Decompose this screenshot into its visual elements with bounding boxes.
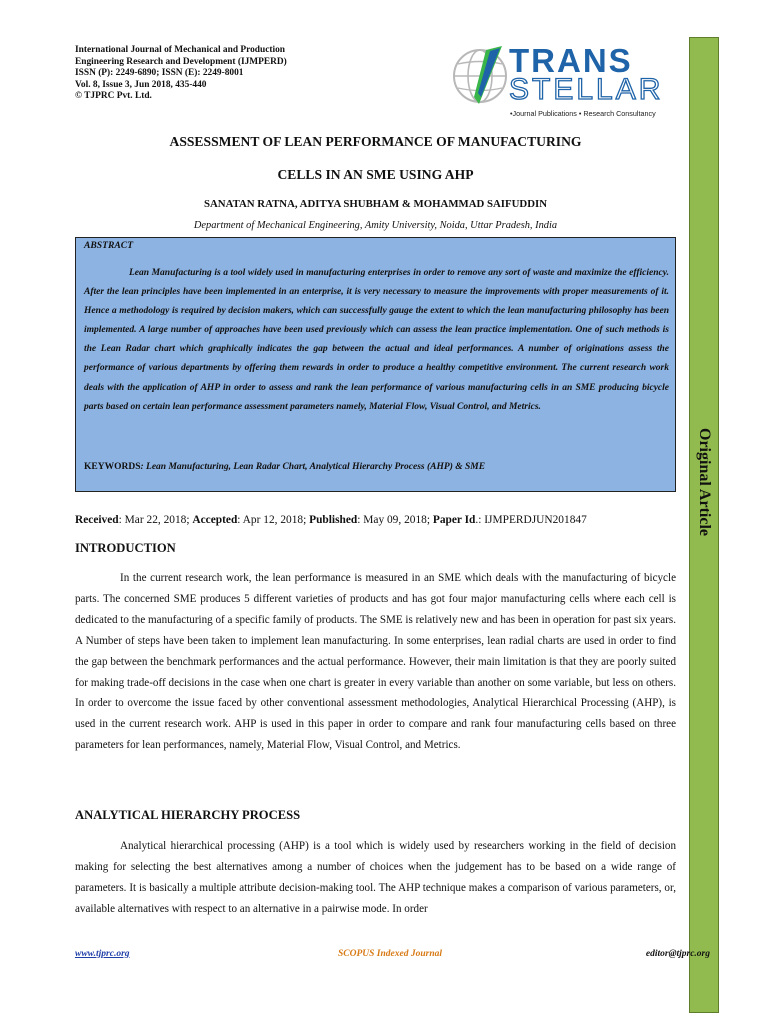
abstract-box <box>75 237 676 492</box>
footer-indexing: SCOPUS Indexed Journal <box>338 949 442 959</box>
accepted-label: Accepted <box>192 514 238 526</box>
published-label: Published <box>309 514 358 526</box>
author-list: SANATAN RATNA, ADITYA SHUBHAM & MOHAMMAD SAIFUDDIN <box>203 198 547 210</box>
paper-id: .: IJMPERDJUN201847 <box>475 514 587 526</box>
paper-id-label: Paper Id <box>432 514 476 526</box>
section-heading-ahp: ANALYTICAL HIERARCHY PROCESS <box>75 808 301 822</box>
publisher-logo <box>446 42 678 118</box>
paper-title-line-1: ASSESSMENT OF LEAN PERFORMANCE OF MANUFACTURING <box>169 134 582 149</box>
introduction-paragraph: In the current research work, the lean performance is measured in an SME which deals with the manufacturing of bicycle parts. The concerned SME produces 5 different varieties of products and has got four major manufacturing cells where each cell is dedicated to the manufacturing of a specific family of products. The SME is relatively new and has been in operation for past six years. A Number of steps have been taken to implement lean manufacturing. In some enterprises, lean radial charts are used in order to find the gap between the benchmark performances and the actual performance. However, their main limitation is that they are poorly suited for making trade-off decisions in the case when one chart is greater in every variable than another on some variable, but less on others. In order to overcome the issue faced by other conventional assessment methodologies, Analytical Hierarchical Processing (AHP), is used in the current research work. AHP is used in this paper in order to compare and rank four manufacturing cells based on three parameters for lean performances, namely, Material Flow, Visual Control, and Metrics. <box>75 572 676 752</box>
journal-line: Engineering Research and Development (IJMPERD) <box>75 56 287 67</box>
journal-line: Vol. 8, Issue 3, Jun 2018, 435-440 <box>75 79 207 90</box>
logo-text-trans: TRANS <box>509 42 633 79</box>
published-date: : May 09, 2018; <box>357 514 433 526</box>
keywords-text: : Lean Manufacturing, Lean Radar Chart, Analytical Hierarchy Process (AHP) & SME <box>140 462 486 472</box>
abstract-text: Lean Manufacturing is a tool widely used in manufacturing enterprises in order to remove any sort of waste and maximize the efficiency. After the lean principles have been implemented in an enterprise, it is very necessary to measure the improvements with proper measurements of it. Hence a methodology is required by decision makers, which can successfully gauge the extent to which the lean manufacturing philosophy has been implemented. A large number of approaches have been used previously which can assess the lean practice implementation. One of such methods is the Lean Radar chart which graphically indicates the gap between the actual and ideal performances. A number of originations assess the performance of various departments by offering them rewards in order to produce a healthy competitive environment. The current research work deals with the application of AHP in order to assess and rank the lean performance of various manufacturing cells in an SME producing bicycle parts based on certain lean performance assessment parameters namely, Material Flow, Visual Control, and Metrics. <box>84 268 669 412</box>
footer-website-link[interactable]: www.tjprc.org <box>75 949 130 959</box>
abstract-heading: ABSTRACT <box>84 240 134 251</box>
publication-dates <box>75 514 587 526</box>
journal-line: ISSN (P): 2249-6890; ISSN (E): 2249-8001 <box>75 68 244 79</box>
logo-tagline: •Journal Publications • Research Consultancy <box>510 109 656 118</box>
article-type-label: Original Article <box>696 428 713 536</box>
ahp-paragraph: Analytical hierarchical processing (AHP) is a tool which is widely used by researchers working in the field of decision making for selecting the best alternatives among a number of choices when the judgement has to be based on a wide range of parameters. It is basically a multiple attribute decision-making tool. The AHP technique makes a comparison of various parameters, or, available alternatives with respect to an alternative in a pairwise mode. In order <box>75 840 676 915</box>
received-label: Received <box>75 514 119 526</box>
keywords <box>84 462 485 472</box>
received-date: : Mar 22, 2018; <box>118 514 193 526</box>
logo-text-stellar: STELLAR <box>509 73 664 106</box>
footer-email: editor@tjprc.org <box>645 949 710 959</box>
paper-title-line-2: CELLS IN AN SME USING AHP <box>277 167 474 182</box>
journal-info <box>75 45 335 103</box>
journal-line: International Journal of Mechanical and Production <box>75 45 285 55</box>
keywords-label: KEYWORDS <box>84 462 141 472</box>
journal-line: © TJPRC Pvt. Ltd. <box>75 91 152 102</box>
globe-with-pen-icon <box>446 42 516 108</box>
affiliation: Department of Mechanical Engineering, Amity University, Noida, Uttar Pradesh, India <box>193 220 558 231</box>
section-heading-introduction: INTRODUCTION <box>75 541 176 555</box>
accepted-date: : Apr 12, 2018; <box>237 514 310 526</box>
